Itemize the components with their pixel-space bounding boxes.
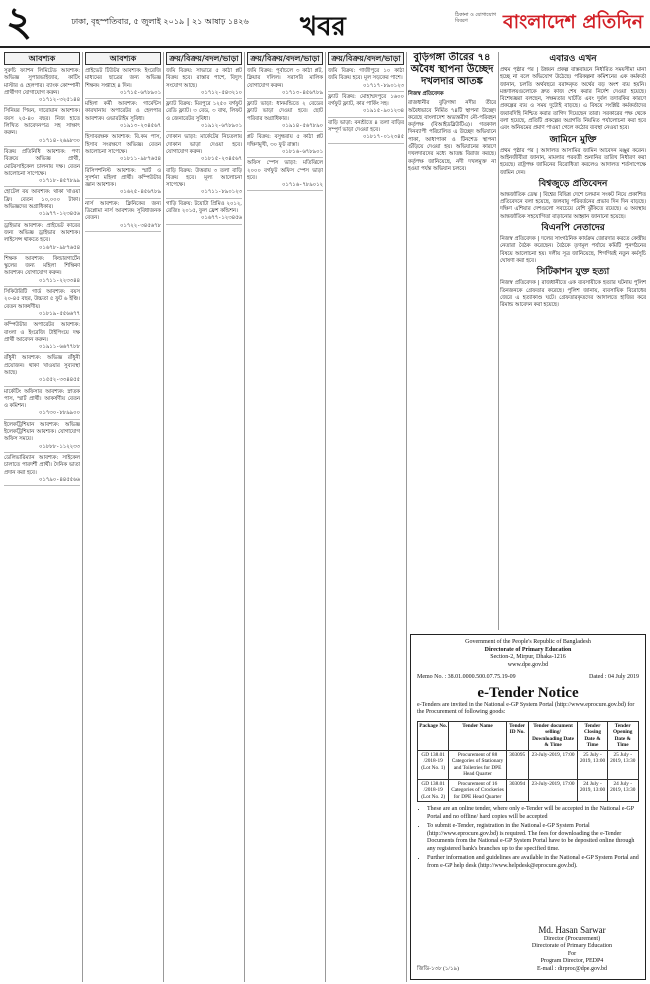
tender-cell: 25 July - 2019, 13:00	[578, 750, 607, 779]
ad-phone: ০১৯৭৭-১২৩৪৫৬	[38, 211, 80, 218]
tender-table-header	[418, 721, 639, 750]
signatory-program: Program Director, PEDP4	[540, 958, 604, 964]
column-divider	[82, 52, 83, 982]
story-headline: এবারও এখন	[549, 54, 597, 64]
signatory-title: Director (Procurement)	[543, 935, 601, 942]
tender-cell: GD 138.01 /2018-19 (Lot No. 1)	[418, 750, 449, 779]
ad-phone: ০১৭১৬-৭৮৯০১২	[281, 182, 323, 189]
ad-text: সিকিউরিটি গার্ড আবশ্যক: বয়স ২০-৪৫ বছর, উচ্চতা ৫ ফুট ৬ ইঞ্চি। বেতন আকর্ষণীয়।	[4, 289, 80, 310]
ad-text: রিসিপশনিস্ট আবশ্যক: স্মার্ট ও সুদর্শনা মহিলা প্রার্থী। কম্পিউটার জ্ঞান আবশ্যক।	[85, 167, 161, 189]
tender-conditions	[417, 806, 639, 870]
featured-headline: বুড়িগঙ্গা তীরের ৭৪ অবৈধ স্থাপনা উচ্ছেদ দখলদার আতঙ্ক	[410, 52, 494, 87]
tender-date: Dated : 04 July 2019	[589, 674, 639, 680]
tender-column-header: Tender Name	[449, 721, 506, 750]
classified-ad	[247, 134, 323, 158]
newspaper-logo: বাংলাদেশ প্রতিদিন	[503, 11, 644, 33]
story-body: আন্তর্জাতিক ডেস্ক | বিশ্বের বিভিন্ন দেশে চলমান সংকট নিয়ে প্রকাশিত প্রতিবেদনে বলা হয়েছে, জলবায়ু পরিবর্তনের প্রভাব দিন দিন বাড়ছে। দক্ষিণ এশিয়ার দেশগুলো সবচেয়ে বেশি ঝুঁকিতে রয়েছে। এ অবস্থায় আন্তর্জাতিক সহযোগিতা বাড়ানোর আহ্বান জানানো হয়েছে।	[500, 191, 646, 220]
signatory-email[interactable]: E-mail : dirproc@dpe.gov.bd	[536, 965, 608, 972]
classified-ad	[4, 422, 80, 453]
tender-title: e-Tender Notice	[477, 684, 579, 701]
classified-ad	[166, 134, 242, 165]
ad-phone: ০১৯১৫-৯০১২৩৪	[362, 108, 404, 115]
tender-row	[418, 750, 639, 779]
ad-text: সিনিয়র পিয়ন, দারোয়ান আবশ্যক। বয়স ২৫-৪০ বছর। নিজ হাতে লিখিত আবেদনপত্র সহ সাক্ষাৎ করুন।	[4, 108, 80, 137]
tender-cell: GD 138.01 /2018-19 (Lot No. 2)	[418, 779, 449, 802]
classified-ad	[166, 68, 242, 99]
column-divider	[406, 52, 407, 982]
ad-phone: ০১৯১৪-৫৬৭৮৯০	[281, 123, 323, 130]
ad-phone: ০১৭১৫-৬৭৮৯০১	[119, 89, 161, 96]
classified-column-3	[166, 52, 242, 982]
story-headline: বিএনপি নেতাদের	[541, 223, 605, 234]
ad-phone: ০১৮১৫-২৩৪৫৬৭	[200, 156, 242, 163]
story-body: প্রথম পৃষ্ঠার পর | আদালত আসামির জামিন আবেদন মঞ্জুর করেন। আইনজীবীরা জানান, মামলার পরবর্তী শুনানির তারিখ নির্ধারণ করা হয়েছে। রাষ্ট্রপক্ষ জামিনের বিরোধিতা করলেও আদালত শর্তসাপেক্ষে জামিন দেন।	[500, 147, 646, 176]
ad-text: কম্পিউটার অপারেটর আবশ্যক: বাংলা ও ইংরেজি টাইপিংয়ে দক্ষ প্রার্থী আবেদন করুন।	[4, 322, 80, 343]
classified-ad	[85, 134, 161, 165]
ad-phone: ০১৯১২-৬৭৮৯০১	[200, 123, 242, 130]
classified-ad	[4, 322, 80, 353]
classified-ad	[4, 355, 80, 386]
ad-text: দোকান ভাড়া: মার্কেটের নিচতলায় দোকান ভাড়া দেওয়া হবে। যোগাযোগ করুন।	[166, 134, 242, 155]
ad-text: ইলেকট্রিশিয়ান আবশ্যক: অভিজ্ঞ ইলেকট্রিশিয়ান আবশ্যক। যোগাযোগ অফিস সময়ে।	[4, 421, 80, 443]
tender-condition: • To submit e-Tender, registration in the National e-GP System Portal (http://www.eprocure.gov.bd) is required. The fees for downloading the e-Tender Documents from the National e-GP System Portal have to be deposited online through any registered bank's branches up to the specified time.	[427, 823, 639, 853]
ad-phone: ০১৭২২-৩৪৫৬৭৮	[119, 222, 161, 229]
ad-phone: ০১৭১৩-৪৫৬৭৮৯	[281, 89, 323, 96]
ad-text: রাঁধুনী আবশ্যক: অভিজ্ঞ রাঁধুনী প্রয়োজন। থাকা খাওয়ার সুব্যবস্থা আছে।	[4, 355, 80, 376]
classified-ad	[4, 289, 80, 320]
ad-phone: ০১৮১৬-৬৭৮৯০১	[281, 148, 323, 155]
column-divider	[244, 52, 245, 982]
classified-ad	[247, 101, 323, 132]
ad-text: প্রাইভেট টিউটর আবশ্যক: ইংরেজি মাধ্যমের ছাত্রের জন্য অভিজ্ঞ শিক্ষক। সপ্তাহে ৪ দিন।	[85, 68, 161, 89]
tender-cell: 23-July-2019, 17:00	[528, 779, 578, 802]
tender-ref: জিডি-১৩৮ (১/১৯)	[417, 965, 459, 972]
classified-ad	[4, 68, 80, 106]
ad-phone: ০১৮১১-৯৮৭৬৫৪	[119, 156, 161, 163]
column-heading: আবশ্যক	[4, 52, 80, 65]
tender-cell: 23-July-2019, 17:00	[528, 750, 578, 779]
signatory-office: Directorate of Primary Education	[531, 943, 613, 949]
story-headline: বিশ্বজুড়ে প্রতিবেদন	[538, 178, 608, 189]
ad-text: ফ্ল্যাট বিক্রয়: মোহাম্মদপুরে ১৬০০ বর্গফুট ফ্ল্যাট, কার পার্কিং সহ।	[328, 93, 404, 108]
classified-ad	[247, 68, 323, 99]
ad-text: হিসাবরক্ষক আবশ্যক: বি.কম পাস, হিসাব সংরক্ষণে অভিজ্ঞ। বেতন আলোচনা সাপেক্ষে।	[85, 134, 161, 155]
tender-directorate: Directorate of Primary Education	[484, 646, 572, 653]
classified-ad	[247, 160, 323, 191]
section-title: খবর	[300, 12, 346, 42]
ad-phone: ০১৮৮৮-১১২২৩৩	[38, 443, 80, 450]
classified-ad	[85, 101, 161, 132]
classified-ad	[4, 223, 80, 254]
tender-cell: 24 July - 2019, 13:30	[607, 779, 638, 802]
ad-text: ফ্ল্যাট ভাড়া: ধানমন্ডিতে ২ বেডের ফ্ল্যাট ভাড়া দেওয়া হবে। ছোট পরিবার অগ্রাধিকার।	[247, 101, 323, 122]
column-heading: ক্রয়/বিক্রয়/বদল/ভাড়া	[328, 52, 404, 65]
ad-text: ড্রাইভার আবশ্যক: প্রাইভেট কারের জন্য অভিজ্ঞ ড্রাইভার আবশ্যক। লাইসেন্স থাকতে হবে।	[4, 222, 80, 244]
masthead	[0, 0, 650, 48]
ad-text: শিক্ষক আবশ্যক: কিন্ডারগার্টেন স্কুলের জন্য মহিলা শিক্ষিকা আবশ্যক। যোগাযোগ করুন।	[4, 255, 80, 277]
tender-address: Section-2, Mirpur, Dhaka-1216	[490, 654, 566, 660]
ad-text: জমি বিক্রয়: গাজীপুরে ১০ কাঠা জমি বিক্রয় হবে। মূল সড়কের পাশে।	[328, 68, 404, 82]
story-body: নিজস্ব প্রতিবেদক | রাজধানীতে এক ব্যবসায়ীকে হত্যার ঘটনায় পুলিশ তিনজনকে গ্রেফতার করেছে। পুলিশ জানায়, ব্যবসায়িক বিরোধের জেরে এ হত্যাকাণ্ড ঘটে। গ্রেফতারকৃতদের আদালতে হাজির করে রিমান্ড আবেদন করা হয়েছে।	[500, 280, 646, 309]
tender-cell: 24 July - 2019, 13:00	[578, 779, 607, 802]
tender-cell: 25 July - 2019, 13:30	[607, 750, 638, 779]
tender-condition: • These are an online tender, where only e-Tender will be accepted in the National e-GP Portal and no offline/ hard copies will be accepted	[427, 806, 639, 821]
featured-body: রাজধানীর বুড়িগঙ্গা নদীর তীরে অবৈধভাবে নির্মিত ৭৪টি স্থাপনা উচ্ছেদ করেছে বাংলাদেশ অভ্যন্তরীণ নৌ-পরিবহন কর্তৃপক্ষ (বিআইডব্লিউটিএ)। গতকাল দিনব্যাপী পরিচালিত এ উচ্ছেদ অভিযানে পাকা, আধাপাকা ও টিনশেড স্থাপনা গুঁড়িয়ে দেওয়া হয়। অভিযানের কারণে দখলদারদের মধ্যে আতঙ্ক বিরাজ করছে। কর্তৃপক্ষ জানিয়েছে, নদী দখলমুক্ত না হওয়া পর্যন্ত অভিযান চলবে।	[408, 100, 496, 172]
classified-column-4	[247, 52, 323, 982]
ad-phone: ০১৮১৯-৫৫৬৬৭৭	[38, 310, 80, 317]
brand-tagline: ঠিকানা ও যোগাযোগ বিবরণ	[455, 12, 497, 24]
story-headline: সিটিকাশন যুক্ত হত্যা	[536, 267, 610, 278]
tender-memo: Memo No. : 38.01.0000.500.07.75.19-09	[417, 674, 516, 680]
column-heading: ক্রয়/বিক্রয়/বদল/ভাড়া	[166, 52, 242, 65]
masthead-rule	[0, 46, 650, 48]
story-body: প্রথম পৃষ্ঠার পর | উন্নয়ন প্রকল্প বাস্তবায়নে নির্ধারিত সময়সীমা মানা হচ্ছে না বলে অভিযোগ উঠেছে। পরিকল্পনা কমিশনের এক কর্মকর্তা জানান, চলতি অর্থবছরে বরাদ্দকৃত অর্থের বড় অংশ ব্যয় হয়নি। মন্ত্রণালয়গুলোকে দ্রুত কাজ শেষ করার নির্দেশ দেওয়া হয়েছে। বিশেষজ্ঞরা বলছেন, সক্ষমতার ঘাটতি এবং দুর্বল তদারকির কারণে প্রকল্পের ব্যয় ও সময় দুটোই বাড়ছে। এ বিষয়ে সংশ্লিষ্ট কর্মকর্তাদের জবাবদিহি নিশ্চিত করার তাগিদ দিয়েছেন তারা। সরকারের পক্ষ থেকে বলা হয়েছে, প্রতিটি প্রকল্পের অগ্রগতি নিয়মিত পর্যালোচনা করা হবে এবং অনিয়মের প্রমাণ পাওয়া গেলে কঠোর ব্যবস্থা নেওয়া হবে।	[500, 67, 646, 132]
ad-text: জমি বিক্রয়: সাভারে ৫ কাঠা প্লট বিক্রয় হবে। রাস্তার পাশে, বিদ্যুৎ সংযোগ আছে।	[166, 68, 242, 89]
ad-phone: ০১৬৭৮-৯৮৭৬৫৪	[38, 244, 80, 251]
brand	[455, 8, 645, 38]
column-divider	[325, 52, 326, 982]
ad-phone: ০১৬৭৭-১২৩৪৫৬	[200, 215, 242, 222]
column-heading: ক্রয়/বিক্রয়/বদল/ভাড়া	[247, 52, 323, 65]
classified-column-2	[85, 52, 161, 982]
ad-phone: ০১৭১৭-৮৯০১২৩	[362, 82, 404, 89]
classified-ad	[166, 201, 242, 225]
ad-phone: ০১৭১১-২২৩৩৪৪	[38, 277, 80, 284]
ad-phone: ০১৭১৮-৪৫৭৮৯৯	[38, 178, 80, 185]
ad-phone: ০১৫৫২-৩৩৪৪৫৫	[38, 377, 80, 384]
tender-cell: Procurement of 16 Categories of Crockeries for DPE Head Quarter	[449, 779, 506, 802]
ad-phone: ০১৬২৫-৪৫৬৭৮৯	[119, 189, 161, 196]
ad-text: বিক্রয় প্রতিনিধি আবশ্যক: পণ্য বিক্রয়ে অভিজ্ঞ প্রার্থী, মোটরসাইকেল চালনায় দক্ষ। বেতন আলোচনা সাপেক্ষে।	[4, 148, 80, 177]
tender-memo-row	[417, 674, 639, 682]
tender-gov-line: Government of the People's Republic of Bangladesh	[465, 639, 591, 645]
classified-ad	[4, 108, 80, 146]
tender-table	[417, 721, 639, 803]
ad-text: মার্কেটিং অফিসার আবশ্যক: স্নাতক পাস, স্মার্ট প্রার্থী। আকর্ষণীয় বেতন ও কমিশন।	[4, 388, 80, 410]
classified-ad	[4, 389, 80, 420]
news-column	[500, 52, 646, 630]
tender-column-header: Package No.	[418, 721, 449, 750]
story-body: নিজস্ব প্রতিবেদক | দলের সাংগঠনিক কার্যক্রম জোরদার করতে কেন্দ্রীয় নেতারা বৈঠক করেছেন। বৈঠকে তৃণমূল পর্যায়ে কমিটি পুনর্গঠনের বিষয়ে আলোচনা হয়। দলীয় সূত্র জানিয়েছে, শিগগিরই নতুন কর্মসূচি ঘোষণা করা হবে।	[500, 236, 646, 264]
tender-notice	[410, 634, 646, 980]
classified-ad	[4, 455, 80, 486]
tender-cell: 303094	[506, 779, 528, 802]
signatory-name: Md. Hasan Sarwar	[538, 924, 606, 935]
ad-text: বাড়ি বিক্রয়: উত্তরায় ৩ তলা বাড়ি বিক্রয় হবে। মূল্য আলোচনা সাপেক্ষে।	[166, 167, 242, 189]
classified-ad	[4, 189, 80, 220]
story-headline: জামিনে মুক্তি	[549, 134, 597, 145]
classified-ad	[85, 201, 161, 232]
ad-text: মহিলা কর্মী আবশ্যক: গার্মেন্টস কারখানায় অপারেটর ও হেলপার আবশ্যক। ওভারটাইম সুবিধা।	[85, 101, 161, 122]
ad-text: ডেলিভারিম্যান আবশ্যক: সাইকেল চালাতে পারদর্শী প্রার্থী। দৈনিক ভাতা প্রদান করা হবে।	[4, 454, 80, 476]
classified-ad	[328, 68, 404, 92]
ad-phone: ০১৭১২-৫৪৩২১০	[200, 89, 242, 96]
ad-phone: ০১৭১১-৮৯০১২৩	[200, 189, 242, 196]
classified-ad	[328, 94, 404, 118]
classified-ad	[4, 256, 80, 287]
classified-ad	[85, 168, 161, 199]
ad-text: বাড়ি ভাড়া: বনশ্রীতে ৪ তলা বাড়ির সম্পূর্ণ ভাড়া দেওয়া হবে।	[328, 119, 404, 134]
ad-phone: ০১৭১২-৩২৫১৪৪	[38, 97, 80, 104]
classified-ad	[328, 120, 404, 144]
ad-text: সুরুচি ফ্যাশন লিমিটেড আবশ্যক: অভিজ্ঞ সুপারভাইজার, কাটিং মাস্টার ও হেলপার। ব্যাংক কোম্পানী প্রার্থীগণ যোগাযোগ করুন।	[4, 68, 80, 96]
ad-phone: ০১৮১৭-০১২৩৪৫	[362, 134, 404, 141]
tender-signature	[507, 925, 637, 974]
ad-phone: ০১৯১১-৬৬৭৭৮৮	[38, 344, 80, 351]
classified-column-5	[328, 52, 404, 982]
ad-text: নার্স আবশ্যক: ক্লিনিকের জন্য ডিপ্লোমা নার্স আবশ্যক। সুবিধাজনক বেতন।	[85, 200, 161, 222]
date-line: ঢাকা, বৃহস্পতিবার, ৫ জুলাই ২০১৯ | ২১ আষাঢ় ১৪২৬	[71, 17, 249, 26]
signatory-for: For	[567, 950, 577, 957]
tender-column-header: Tender document selling/ Downloading Date & Time	[528, 721, 578, 750]
tender-column-header: Tender Opening Date & Time	[607, 721, 638, 750]
tender-column-header: Tender ID No.	[506, 721, 528, 750]
classified-column-1	[4, 52, 80, 982]
tender-table-body	[418, 750, 639, 802]
ad-phone: ০১৭১৪-২৬৯৮৩০	[38, 137, 80, 144]
column-divider	[498, 52, 499, 630]
tender-condition: • Further information and guidelines are available in the National e-GP System Portal and from e-GP help desk (http://www.helpdesk@eprocure.gov.bd).	[427, 855, 639, 870]
ad-text: ফ্ল্যাট বিক্রয়: মিরপুরে ১২৫০ বর্গফুট রেডি ফ্ল্যাট। ৩ বেড, ৩ বাথ, লিফট ও জেনারেটর সুবিধা।	[166, 101, 242, 122]
tender-column-header: Tender Closing Date & Time	[578, 721, 607, 750]
featured-byline: নিজস্ব প্রতিবেদক	[408, 91, 444, 97]
ad-text: প্লট বিক্রয়: বসুন্ধরায় ৫ কাঠা প্লট দক্ষিণমুখী, ৩০ ফুট রাস্তা।	[247, 134, 323, 148]
column-divider	[163, 52, 164, 982]
ad-phone: ০১৯১৩-২৩৪৫৬৭	[119, 123, 161, 130]
classified-ad	[4, 149, 80, 187]
tender-cell: Procurement of 88 Categories of Stationary and Toiletries for DPE Head Quarter	[449, 750, 506, 779]
classified-ad	[166, 101, 242, 132]
tender-cell: 303095	[506, 750, 528, 779]
ad-text: অফিস স্পেস ভাড়া: মতিঝিলে ২০০০ বর্গফুট অফিস স্পেস ভাড়া হবে।	[247, 160, 323, 181]
page-number: ২	[6, 0, 33, 45]
tender-row	[418, 779, 639, 802]
column-heading: আবশ্যক	[85, 52, 161, 65]
classified-ad	[166, 168, 242, 199]
ad-text: হোটেল বয় আবশ্যক: থাকা খাওয়া ফ্রি। বেতন ১০,০০০ টাকা। অভিজ্ঞদের অগ্রাধিকার।	[4, 189, 80, 211]
featured-story	[408, 52, 496, 258]
ad-phone: ০১৭৯০-৪৪৫৫৬৬	[38, 476, 80, 483]
ad-text: জমি বিক্রয়: পূর্বাচলে ৩ কাঠা প্লট, ক্লিয়ার দলিল। সরাসরি মালিক যোগাযোগ করুন।	[247, 68, 323, 89]
classified-ad	[85, 68, 161, 99]
ad-text: গাড়ি বিক্রয়: টয়োটা প্রিমিও ২০১২, রেজিঃ ২০১৫, ফুল ফ্রেশ কন্ডিশন।	[166, 200, 242, 215]
tender-website[interactable]: www.dpe.gov.bd	[507, 661, 549, 668]
tender-intro: e-Tenders are invited in the National e-GP System Portal (http://www.eprocure.gov.bd) for the Procurement of following goods:	[417, 701, 635, 715]
ad-phone: ০১৭৩০-৮৮৯৯০০	[38, 410, 80, 417]
